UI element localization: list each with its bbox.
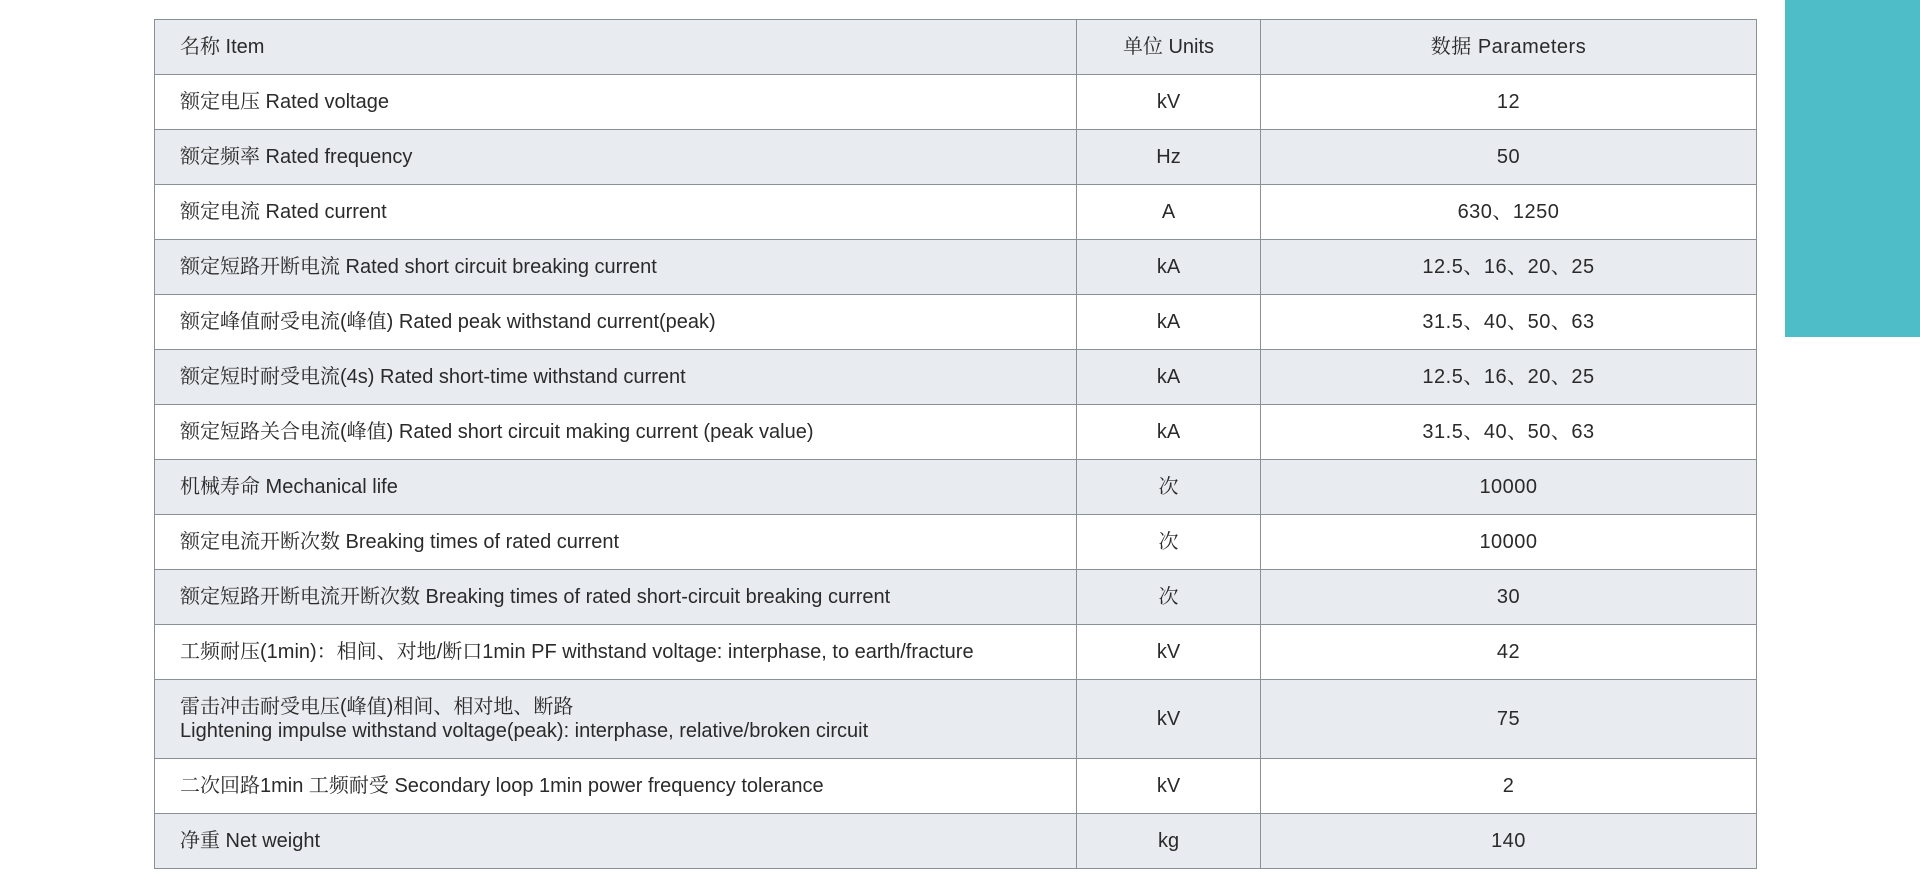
spec-table <box>154 19 1757 869</box>
accent-bar <box>1785 0 1920 337</box>
row-unit: Hz <box>1077 130 1261 185</box>
row-item: 额定电流开断次数 Breaking times of rated current <box>155 515 1077 570</box>
row-item: 额定短路关合电流(峰值) Rated short circuit making current (peak value) <box>155 405 1077 460</box>
row-value: 630、1250 <box>1261 185 1757 240</box>
row-unit: kg <box>1077 814 1261 869</box>
row-value: 42 <box>1261 625 1757 680</box>
table-row <box>155 460 1757 515</box>
row-value: 2 <box>1261 759 1757 814</box>
header-item: 名称 Item <box>155 20 1077 75</box>
row-unit: kA <box>1077 405 1261 460</box>
table-row <box>155 240 1757 295</box>
row-value: 10000 <box>1261 460 1757 515</box>
table-row <box>155 185 1757 240</box>
table-row <box>155 75 1757 130</box>
row-unit: kV <box>1077 759 1261 814</box>
table-row <box>155 515 1757 570</box>
row-item: 额定电压 Rated voltage <box>155 75 1077 130</box>
row-item-line-en: Lightening impulse withstand voltage(peak): interphase, relative/broken circuit <box>180 720 869 742</box>
row-value: 12 <box>1261 75 1757 130</box>
row-item: 额定电流 Rated current <box>155 185 1077 240</box>
row-value: 75 <box>1261 680 1757 759</box>
row-item: 额定短时耐受电流(4s) Rated short-time withstand current <box>155 350 1077 405</box>
row-value: 30 <box>1261 570 1757 625</box>
row-unit: kA <box>1077 240 1261 295</box>
row-item-line-cn: 雷击冲击耐受电压(峰值)相间、相对地、断路 <box>180 696 574 718</box>
row-value: 140 <box>1261 814 1757 869</box>
row-unit: kV <box>1077 680 1261 759</box>
row-item: 额定短路开断电流 Rated short circuit breaking current <box>155 240 1077 295</box>
row-item <box>155 680 1077 759</box>
table-row <box>155 625 1757 680</box>
table-header-row <box>155 20 1757 75</box>
table-row <box>155 350 1757 405</box>
row-unit: 次 <box>1077 570 1261 625</box>
row-item: 机械寿命 Mechanical life <box>155 460 1077 515</box>
table-row <box>155 405 1757 460</box>
row-item: 额定频率 Rated frequency <box>155 130 1077 185</box>
header-parameters: 数据 Parameters <box>1261 20 1757 75</box>
row-item: 净重 Net weight <box>155 814 1077 869</box>
row-item: 额定短路开断电流开断次数 Breaking times of rated short-circuit breaking current <box>155 570 1077 625</box>
table-row <box>155 680 1757 759</box>
table-row <box>155 759 1757 814</box>
row-item: 二次回路1min 工频耐受 Secondary loop 1min power frequency tolerance <box>155 759 1077 814</box>
row-item: 工频耐压(1min)：相间、对地/断口1min PF withstand voltage: interphase, to earth/fracture <box>155 625 1077 680</box>
row-item: 额定峰值耐受电流(峰值) Rated peak withstand current(peak) <box>155 295 1077 350</box>
table-row <box>155 130 1757 185</box>
table-row <box>155 814 1757 869</box>
row-unit: 次 <box>1077 460 1261 515</box>
row-value: 12.5、16、20、25 <box>1261 350 1757 405</box>
row-unit: A <box>1077 185 1261 240</box>
row-value: 50 <box>1261 130 1757 185</box>
header-units: 单位 Units <box>1077 20 1261 75</box>
row-value: 12.5、16、20、25 <box>1261 240 1757 295</box>
row-unit: kV <box>1077 625 1261 680</box>
row-unit: 次 <box>1077 515 1261 570</box>
table-row <box>155 295 1757 350</box>
row-unit: kV <box>1077 75 1261 130</box>
row-value: 10000 <box>1261 515 1757 570</box>
row-unit: kA <box>1077 350 1261 405</box>
table-row <box>155 570 1757 625</box>
row-unit: kA <box>1077 295 1261 350</box>
row-value: 31.5、40、50、63 <box>1261 295 1757 350</box>
row-value: 31.5、40、50、63 <box>1261 405 1757 460</box>
